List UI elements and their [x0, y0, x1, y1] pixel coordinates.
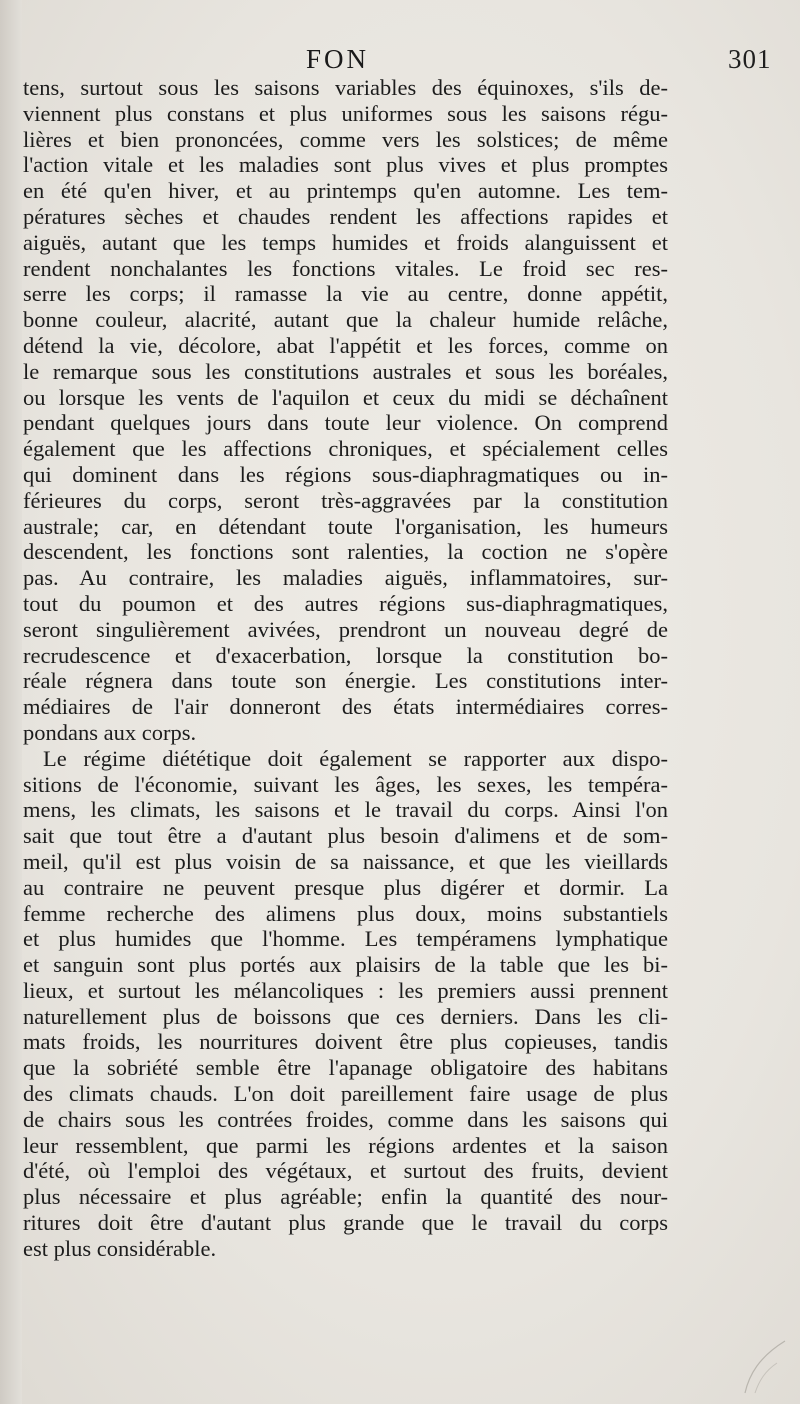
text-line: plus nécessaire et plus agréable; enfin la quantité des nour- [23, 1184, 668, 1210]
text-line: naturellement plus de boissons que ces derniers. Dans les cli- [23, 1003, 668, 1029]
text-line: sitions de l'économie, suivant les âges, les sexes, les tempéra- [23, 771, 668, 797]
text-line: seront singulièrement avivées, prendront un nouveau degré de [23, 616, 668, 642]
page-gutter-shadow [0, 0, 22, 1404]
text-line: recrudescence et d'exacerbation, lorsque la constitution bo- [23, 642, 668, 668]
text-line: serre les corps; il ramasse la vie au centre, donne appétit, [23, 281, 668, 307]
paragraph [23, 75, 668, 746]
text-line: également que les affections chroniques, et spécialement celles [23, 436, 668, 462]
text-line: sait que tout être a d'autant plus besoin d'alimens et de som- [23, 823, 668, 849]
text-line: détend la vie, décolore, abat l'appétit et les forces, comme on [23, 332, 668, 358]
text-line: des climats chauds. L'on doit pareillement faire usage de plus [23, 1081, 668, 1107]
text-line: ritures doit être d'autant plus grande que le travail du corps [23, 1210, 668, 1236]
text-line: lières et bien prononcées, comme vers les solstices; de même [23, 126, 668, 152]
text-line: et sanguin sont plus portés aux plaisirs de la table que les bi- [23, 952, 668, 978]
text-line: pendant quelques jours dans toute leur violence. On comprend [23, 410, 668, 436]
page-number: 301 [728, 44, 772, 74]
text-line: Le régime diététique doit également se rapporter aux dispo- [43, 745, 668, 771]
body-text [23, 75, 668, 1262]
corner-pencil-mark [735, 1335, 795, 1395]
text-line: et plus humides que l'homme. Les tempéramens lymphatique [23, 926, 668, 952]
text-line: tens, surtout sous les saisons variables des équinoxes, s'ils de- [23, 75, 668, 100]
text-line: au contraire ne peuvent presque plus digérer et dormir. La [23, 874, 668, 900]
text-line: qui dominent dans les régions sous-diaphragmatiques ou in- [23, 461, 668, 487]
running-title: FON [306, 44, 370, 74]
text-line: mats froids, les nourritures doivent être plus copieuses, tandis [23, 1029, 668, 1055]
text-line: est plus considérable. [23, 1235, 217, 1261]
text-line: mens, les climats, les saisons et le travail du corps. Ainsi l'on [23, 797, 668, 823]
text-line: aiguës, autant que les temps humides et froids alanguissent et [23, 229, 668, 255]
text-line: l'action vitale et les maladies sont plus vives et plus promptes [23, 152, 668, 178]
text-line: férieures du corps, seront très-aggravées par la constitution [23, 487, 668, 513]
text-line: en été qu'en hiver, et au printemps qu'en automne. Les tem- [23, 178, 668, 204]
text-line: leur ressemblent, que parmi les régions ardentes et la saison [23, 1132, 668, 1158]
text-line: d'été, où l'emploi des végétaux, et surtout des fruits, devient [23, 1158, 668, 1184]
text-line: pas. Au contraire, les maladies aiguës, inflammatoires, sur- [23, 565, 668, 591]
text-line: ou lorsque les vents de l'aquilon et ceux du midi se déchaînent [23, 384, 668, 410]
text-line: pondans aux corps. [23, 719, 197, 745]
text-line: tout du poumon et des autres régions sus-diaphragmatiques, [23, 590, 668, 616]
text-line: lieux, et surtout les mélancoliques : les premiers aussi prennent [23, 977, 668, 1003]
text-line: médiaires de l'air donneront des états intermédiaires corres- [23, 694, 668, 720]
paragraph [23, 746, 668, 1262]
text-line: pératures sèches et chaudes rendent les affections rapides et [23, 203, 668, 229]
text-line: bonne couleur, alacrité, autant que la chaleur humide relâche, [23, 307, 668, 333]
text-line: rendent nonchalantes les fonctions vitales. Le froid sec res- [23, 255, 668, 281]
text-line: que la sobriété semble être l'apanage obligatoire des habitans [23, 1055, 668, 1081]
text-line: descendent, les fonctions sont ralenties, la coction ne s'opère [23, 539, 668, 565]
text-line: australe; car, en détendant toute l'organisation, les humeurs [23, 513, 668, 539]
text-line: femme recherche des alimens plus doux, moins substantiels [23, 900, 668, 926]
text-line: de chairs sous les contrées froides, comme dans les saisons qui [23, 1106, 668, 1132]
text-line: meil, qu'il est plus voisin de sa naissance, et que les vieillards [23, 848, 668, 874]
text-line: viennent plus constans et plus uniformes sous les saisons régu- [23, 100, 668, 126]
text-line: le remarque sous les constitutions australes et sous les boréales, [23, 358, 668, 384]
text-line: réale régnera dans toute son énergie. Les constitutions inter- [23, 668, 668, 694]
